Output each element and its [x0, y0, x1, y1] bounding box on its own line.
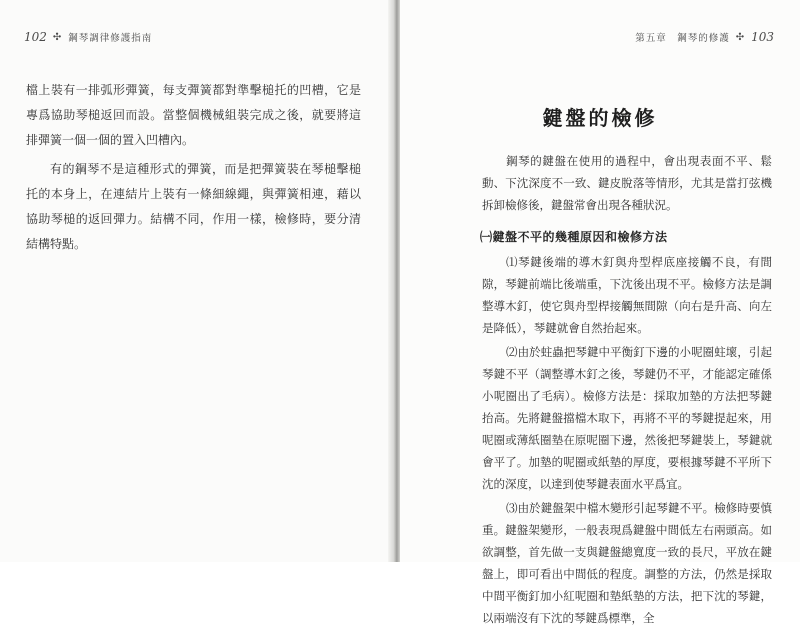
right-running-head	[635, 30, 774, 44]
right-page	[400, 0, 800, 625]
left-paragraph-2: 有的鋼琴不是這種形式的彈簧，而是把彈簧裝在琴槌擊槌托的本身上，在連結片上裝有一條細線繩，與彈簧相連，藉以協助琴槌的返回彈力。結構不同，作用一樣，檢修時，要分清結構特點。	[26, 162, 361, 251]
left-page-number: 102	[24, 30, 47, 44]
chapter-section-title: 鍵盤的檢修	[542, 106, 658, 130]
section-heading: ㈠鍵盤不平的幾種原因和檢修方法	[480, 230, 668, 244]
diamond-ornament-icon: ✣	[735, 31, 746, 43]
left-running-title: 鋼琴調律修護指南	[68, 33, 153, 44]
left-page	[0, 0, 392, 562]
list-item-2: ⑵由於蛀蟲把琴鍵中平衡釘下邊的小呢圈蛀壞，引起琴鍵不平（調整導木釘之後，琴鍵仍不平，才能認定確係小呢圈出了毛病）。檢修方法是：採取加墊的方法把琴鍵抬高。先將鍵盤擋檔木取下，再將不平的琴鍵提起來，用呢圈或薄紙圈墊在原呢圈下邊，然後把琴鍵裝上，琴鍵就會平了。加墊的呢圈或紙墊的厚度，要根據琴鍵不平所下沈的深度，以達到使琴鍵表面水平爲宜。	[482, 345, 772, 491]
diamond-ornament-icon: ✣	[52, 31, 63, 43]
list-item-3: ⑶由於鍵盤架中檔木變形引起琴鍵不平。檢修時要慎重。鍵盤架變形，一般表現爲鍵盤中間低左右兩頭高。如欲調整，首先做一支與鍵盤總寬度一致的長尺，平放在鍵盤上，即可看出中間低的程度。調整的方法，仍然是採取中間平衡釘加小紅呢圈和墊紙墊的方法，把下沈的琴鍵，以兩端沒有下沈的琴鍵爲標準，全	[482, 501, 772, 625]
intro-paragraph: 鋼琴的鍵盤在使用的過程中，會出現表面不平、鬆動、下沈深度不一致、鍵皮脫落等情形，尤其是當打弦機拆卸檢修後，鍵盤常會出現各種狀況。	[482, 154, 772, 212]
right-page-number: 103	[751, 30, 774, 44]
right-page-body	[482, 150, 772, 629]
right-running-title: 第五章 鋼琴的修護	[635, 33, 730, 44]
left-page-body	[26, 78, 361, 261]
list-item-1: ⑴琴鍵後端的導木釘與舟型桿底座接觸不良，有間隙，琴鍵前端比後端重，下沈後出現不平。檢修方法是調整導木釘，使它與舟型桿接觸無間隙（向右是升高、向左是降低），琴鍵就會自然抬起來。	[482, 255, 772, 335]
left-running-head	[24, 30, 152, 44]
left-paragraph-1: 檔上裝有一排弧形彈簧，每支彈簧都對準擊槌托的凹槽，它是專爲協助琴槌返回而設。當整個機械組裝完成之後，就要將這排彈簧一個一個的置入凹槽內。	[26, 83, 361, 147]
